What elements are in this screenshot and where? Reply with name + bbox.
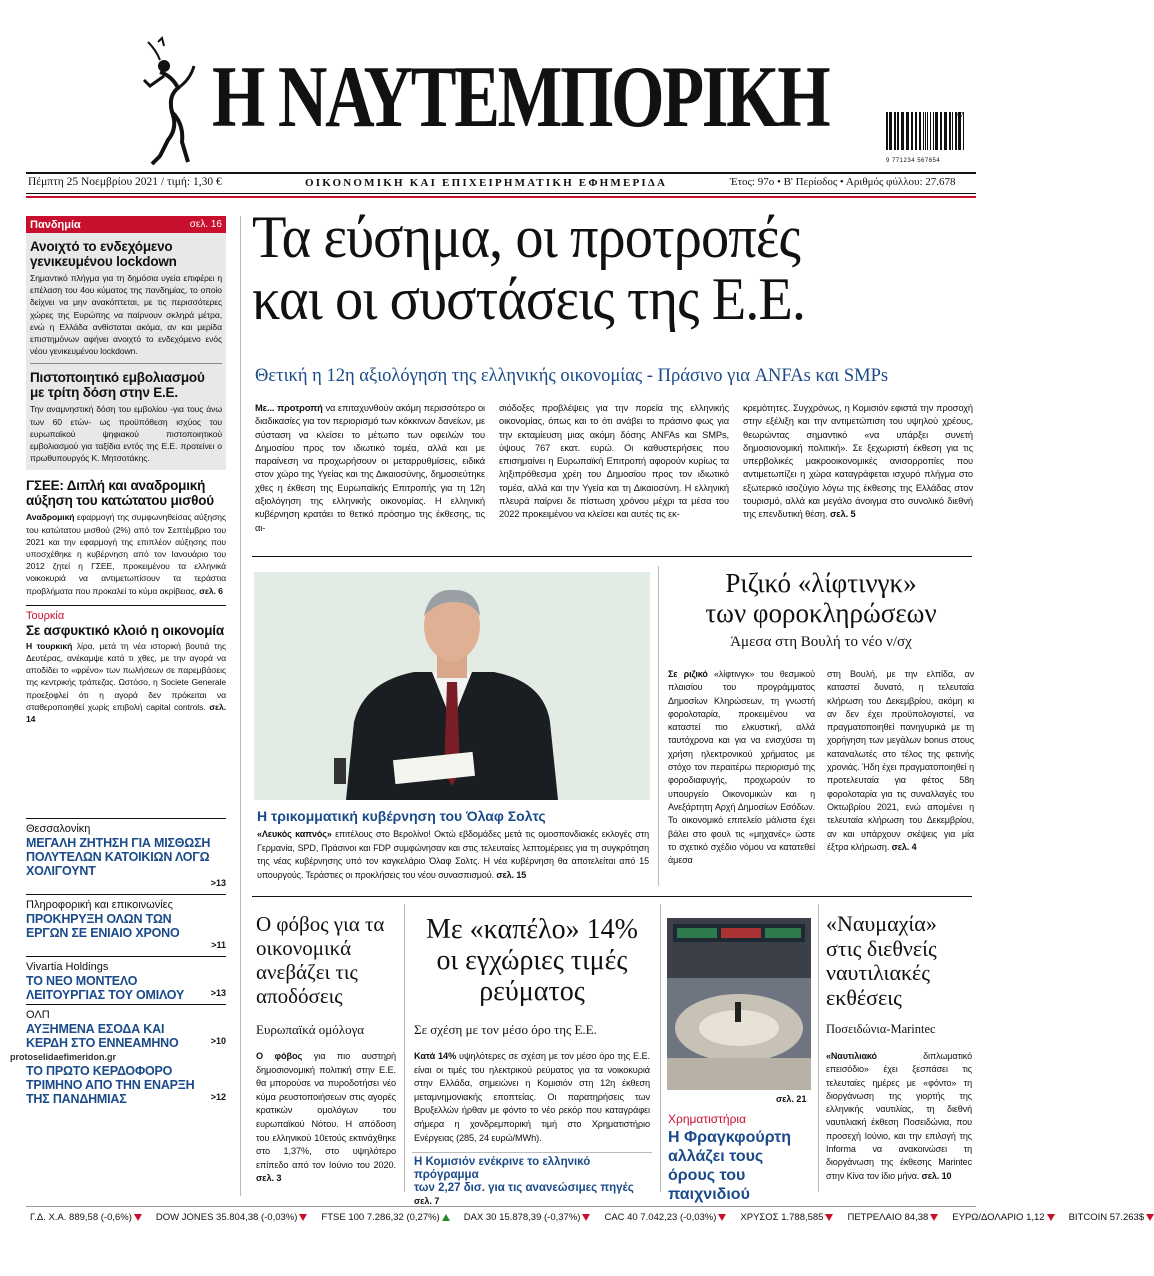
ticker-value: 15.878,39 (-0,37%) (496, 1212, 581, 1223)
arrow-down-icon (718, 1214, 726, 1221)
gsee-body: Αναδρομική εφαρμογή της συμφωνηθείσας αύξησης του κατώτατου μισθού (2%) από τον Σεπτέμβριο του 2021 και την εφαρμογή της επιπλέον αύξησης που υποσχέθηκε η κυβέρνηση από τον Ιανουάριο του 2012 ζητεί η ΓΣΕΕ, προκειμένου τα ελληνικά νοικοκυριά να αντιμετωπίσουν τα τεράστια προβλήματα που προκαλεί το κύμα ακρίβειας. σελ. 6 (26, 512, 226, 596)
turkey-kicker: Τουρκία (26, 609, 65, 622)
teaser-title: ΠΡΟΚΗΡΥΞΗ ΟΛΩΝ ΤΩΝ ΕΡΓΩΝ ΣΕ ΕΝΙΑΙΟ ΧΡΟΝΟ (26, 912, 180, 940)
ticker-label: ΠΕΤΡΕΛΑΙΟ (847, 1212, 902, 1223)
scholz-photo (254, 572, 650, 800)
teaser-page: >12 (210, 1092, 226, 1102)
navy-headline: «Ναυμαχία» στις διεθνείς ναυτιλιακές εκθέσεις (826, 911, 937, 1010)
masthead-rule-bottom (26, 193, 976, 194)
teaser-title: ΤΟ ΠΡΩΤΟ ΚΕΡΔΟΦΟΡΟ ΤΡΙΜΗΝΟ ΑΠΟ ΤΗΝ ΕΝΑΡΞΗ ΤΗΣ ΠΑΝΔΗΜΙΑΣ (26, 1064, 195, 1106)
lead-headline-line2: και οι συστάσεις της Ε.Ε. (252, 266, 806, 332)
lifting-headline-line1: Ριζικό «λίφτινγκ» (725, 568, 917, 598)
ticker-value: 7.286,32 (0,27%) (364, 1212, 440, 1223)
frankfurt-kicker: Χρηματιστήρια (668, 1112, 747, 1126)
ticker-value: 57.263$ (1107, 1212, 1145, 1223)
divider (26, 894, 226, 895)
barcode-icon (886, 112, 966, 152)
lead-col-2: σιόδοξες προβλέψεις για την πορεία της ελληνικής οικονομίας, όπως και το ότι ανάβει το πράσινο φως για την εκταμίευση μιας ακόμη δόσης ANFAs και SMPs, ύψους 767 εκατ. ευρώ. Οι καθυστερήσεις που επισημαίνει η Ευρωπαϊκή Επιτροπή αφορούν κυρίως τα ληξιπρόθεσμα χρέη του Δημοσίου προς τον ιδιωτικό τομέα, αλλά και την Υγεία και τη Δικαιοσύνη. Η ελληνική πλευρά παίρνει δε πίστωση χρόνου μέχρι τα μέσα του 2022 προκειμένου να κλείσει και αυτές τις εκ- (499, 403, 729, 520)
ticker-label: FTSE 100 (321, 1212, 365, 1223)
divider (26, 956, 226, 957)
gsee-title: ΓΣΕΕ: Διπλή και αναδρομική αύξηση του κατώτατου μισθού (26, 478, 214, 509)
navy-sub: Ποσειδώνια-Marintec (826, 1022, 936, 1036)
teaser-kicker: ΟΛΠ (26, 1009, 50, 1021)
sidebar-box-1 (26, 233, 226, 470)
ticker-value: 35.804,38 (-0,03%) (213, 1212, 298, 1223)
ticker-item (156, 1212, 308, 1223)
tagline: ΟΙΚΟΝΟΜΙΚΗ ΚΑΙ ΕΠΙΧΕΙΡΗΜΑΤΙΚΗ ΕΦΗΜΕΡΙΔΑ (305, 177, 668, 189)
ticker-label: Γ.Δ. Χ.Α. (30, 1212, 67, 1223)
arrow-up-icon (442, 1214, 450, 1221)
divider (252, 896, 972, 897)
teaser-page: >10 (210, 1036, 226, 1046)
frankfurt-photo (667, 918, 811, 1090)
navy-body: «Ναυτιλιακό διπλωματικό επεισόδιο» έχει ξεσπάσει τις τελευταίες ημέρες με «φόντο» τη διοργάνωση της γιορτής της ελληνικής ναυτιλίας, τη διεθνή ναυτιλιακή έκθεση Ποσειδώνια, που προσεχή Ιούνιο, και την επιλογή της Informa να ανακοινώσει τη διοργάνωση της έκθεσης Marintec στην Κίνα τον ίδιο μήνα. σελ. 10 (826, 1051, 972, 1181)
ticker-label: DAX 30 (463, 1212, 497, 1223)
ticker-label: CAC 40 (604, 1212, 638, 1223)
power-sub: Σε σχέση με τον μέσο όρο της Ε.Ε. (414, 1022, 597, 1037)
lifting-col-1: Σε ριζικό «λίφτινγκ» του θεσμικού πλαισίου του προγράμματος Δημοσίων Κληρώσεων, τη γνωστή φορολοταρία, προκειμένου να καταστεί πιο ελκυστική, αλλά ταυτόχρονα και για να ενισχύσει τη χρήση ηλεκτρονικού χρήματος με στόχο τον περαιτέρω περιορισμό της φοροδιαφυγής, προχωρούν το υπουργείο Οικονομικών και η Ανεξάρτητη Αρχή Δημοσίων Εσόδων. Το οικονομικό επιτελείο μάλιστα έχει βάλει στο φουλ τις «μηχανές» ώστε το σχετικό σχέδιο νόμου να κατατεθεί άμεσα (668, 669, 815, 866)
arrow-down-icon (299, 1214, 307, 1221)
lifting-col-2: στη Βουλή, με την ελπίδα, αν καταστεί δυνατό, η τελευταία κλήρωση του Δεκεμβρίου, ακόμη κι αν δεν έχει προϋπολογιστεί, να πραγματοποιηθεί πανηγυρικά με τη χορήγηση των μεγάλων bonus στους καταναλωτές στο τέλος της φετινής χρονιάς. Ήδη έχει πραγματοποιηθεί η προτελευταία για φέτος 58η φορολοταρία για τις συναλλαγές του Οκτωβρίου 2021, ενώ απομένει η τελευταία κλήρωση του Δεκεμβρίου, αν και υπάρχουν σκέψεις για μία έξτρα κλήρωση. σελ. 4 (827, 669, 974, 852)
masthead-rule (26, 172, 976, 174)
fear-sub: Ευρωπαϊκά ομόλογα (256, 1022, 365, 1037)
lockdown-title: Ανοιχτό το ενδεχόμενο γενικευμένου lockdown (30, 239, 177, 269)
ticker-value: 84,38 (901, 1212, 929, 1223)
teaser-title: ΜΕΓΑΛΗ ΖΗΤΗΣΗ ΓΙΑ ΜΙΣΘΩΣΗ ΠΟΛΥΤΕΛΩΝ ΚΑΤΟΙΚΙΩΝ ΛΟΓΩ ΧΟΛΙΓΟΥΝΤ (26, 836, 211, 878)
divider (30, 363, 222, 364)
ticker-item (952, 1212, 1054, 1223)
barcode (886, 112, 966, 164)
divider (412, 1152, 652, 1153)
divider (26, 1004, 226, 1005)
scholz-caption: Η τρικομματική κυβέρνηση του Όλαφ Σολτς (257, 808, 546, 824)
teaser-item[interactable] (26, 1064, 226, 1106)
teaser-item[interactable] (26, 899, 226, 950)
ticker-item (740, 1212, 833, 1223)
divider (252, 556, 972, 557)
date-price: Πέμπτη 25 Νοεμβρίου 2021 / τιμή: 1,30 € (28, 176, 222, 188)
barcode-number: 9 771234 567654 (886, 158, 941, 164)
watermark: protoselidaefimeridon.gr (10, 1052, 117, 1062)
teaser-item[interactable] (26, 823, 226, 888)
ticker-value: 1,12 (1023, 1212, 1045, 1223)
ticker-label: DOW JONES (155, 1212, 214, 1223)
arrow-down-icon (825, 1214, 833, 1221)
power-headline: Με «καπέλο» 14% οι εγχώριες τιμές ρεύματος (426, 914, 638, 1007)
teaser-page: >13 (210, 878, 226, 888)
ticker-item (30, 1212, 142, 1223)
teaser-page: >11 (211, 940, 226, 950)
turkey-title: Σε ασφυκτικό κλοιό η οικονομία (26, 622, 224, 638)
barcode-suffix: 47 (956, 112, 964, 119)
power-footer-line1: Η Κομισιόν ενέκρινε το ελληνικό πρόγραμμα (414, 1156, 591, 1181)
arrow-down-icon (1146, 1214, 1154, 1221)
frankfurt-headline: Η Φραγκφούρτη αλλάζει τους όρους του παιχνιδιού (668, 1129, 792, 1203)
tag-page: σελ. 16 (189, 219, 222, 230)
lockdown-body: Σημαντικό πλήγμα για τη δημόσια υγεία επιφέρει η επέλαση του 4ου κύματος της πανδημίας, το οποίο δείχνει να μην ανακόπτεται, με τις περισσότερες χώρες της Ευρώπης να παίρνουν σκληρά μέτρα, ενώ η Ελλάδα ανθίσταται ακόμα, αν και μερίδα επιστημόνων αφήνει ανοιχτό το ενδεχόμενο ενός νέου γενικευμένου lockdown. (30, 273, 222, 357)
frankfurt-photo-page: σελ. 21 (776, 1094, 807, 1104)
power-body: Κατά 14% υψηλότερες σε σχέση με τον μέσο όρο της Ε.Ε. είναι οι τιμές του ηλεκτρικού ρεύματος για τα νοικοκυριά στην Ελλάδα, σημειώνει η Κομισιόν στη 12η έκθεση μεταμνημονιακής εποπτείας. Οι παρατηρήσεις των Βρυξελλών ήρθαν με φόντο το νέο ρεκόρ που καταγράφει σήμερα η χονδρεμπορική τιμή στο Χρηματιστήριο Ενέργειας (285, 24 ευρώ/MWh). (414, 1051, 650, 1143)
arrow-down-icon (134, 1214, 142, 1221)
teaser-title: ΤΟ ΝΕΟ ΜΟΝΤΕΛΟ ΛΕΙΤΟΥΡΓΙΑΣ ΤΟΥ ΟΜΙΛΟΥ (26, 974, 185, 1002)
column-separator (404, 904, 405, 1192)
divider (26, 605, 226, 606)
ticker-label: ΕΥΡΩ/ΔΟΛΑΡΙΟ (952, 1212, 1024, 1223)
column-separator (660, 904, 661, 1192)
vaccine-body: Την αναμνηστική δόση του εμβολίου -για τους άνω των 60 ετών- ως προϋπόθεση ισχύος του ευρωπαϊκού ψηφιακού πιστοποιητικού εμβολιασμού για ταξίδια εντός της Ε.Ε. προτείνει ο πρωθυπουργός Κ. Μητσοτάκης. (30, 404, 222, 464)
ticker-item (847, 1212, 938, 1223)
hermes-logo-icon (138, 36, 198, 168)
lead-subhead: Θετική η 12η αξιολόγηση της ελληνικής οικονομίας - Πράσινο για ANFAs και SMPs (255, 366, 889, 386)
lead-columns (255, 402, 973, 535)
arrow-down-icon (582, 1214, 590, 1221)
lead-headline (252, 206, 972, 330)
lifting-sub: Άμεσα στη Βουλή το νέο ν/σχ (730, 634, 912, 650)
ticker-label: BITCOIN (1068, 1212, 1108, 1223)
scholz-body: «Λευκός καπνός» επιτέλους στο Βερολίνο! Οκτώ εβδομάδες μετά τις ομοσπονδιακές εκλογές στη Γερμανία, SPD, Πράσινοι και FDP συμφώνησαν και στις τελευταίες λεπτομέρειες για τη συγκρότηση της νέας κυβέρνησης υπό τον καγκελάριο Όλαφ Σολτς. Η νέα κυβέρνηση θα αποτελείται από 15 υπουργούς. Τεράστιες οι προκλήσεις του νέου συνασπισμού. σελ. 15 (257, 829, 650, 880)
teaser-kicker: Θεσσαλονίκη (26, 823, 91, 835)
masthead-title: Η ΝΑΥΤΕΜΠΟΡΙΚΗ (212, 49, 829, 146)
stock-exchange-floor-icon (667, 918, 811, 1090)
lifting-columns (668, 668, 974, 867)
fear-headline: Ο φόβος για τα οικονομικά ανεβάζει τις αποδόσεις (256, 912, 385, 1008)
lifting-headline (666, 568, 976, 628)
ticker-item (321, 1212, 449, 1223)
ticker-item (604, 1212, 726, 1223)
teaser-title: ΑΥΞΗΜΕΝΑ ΕΣΟΔΑ ΚΑΙ ΚΕΡΔΗ ΣΤΟ ΕΝΝΕΑΜΗΝΟ (26, 1022, 179, 1050)
issue-info: Έτος: 97ο • Β' Περίοδος • Αριθμός φύλλου: 27.678 (730, 176, 956, 188)
sidebar-tag-bar (26, 216, 226, 233)
person-speaking-icon (254, 572, 650, 800)
tag-pandemic: Πανδημία (30, 218, 81, 231)
lead-headline-line1: Τα εύσημα, οι προτροπές (252, 204, 800, 270)
ticker-rule (26, 1206, 976, 1207)
arrow-down-icon (930, 1214, 938, 1221)
ticker-value: 7.042,23 (-0,03%) (637, 1212, 717, 1223)
lead-col-1: Με... προτροπή να επιταχυνθούν ακόμη περισσότερο οι διαδικασίες για τον περιορισμό των κόκκινων δανείων, με σύσταση να κλείσει το μέτωπο των οφειλών του Δημοσίου προς τον ιδιωτικό τομέα, αλλά και με παραίνεση να προχωρήσουν οι μεταρρυθμίσεις, ειδικά στον χώρο της Υγείας και της Δικαιοσύνης, δημοσιεύτηκε χθες η έκθεση της Ευρωπαϊκής Επιτροπής για τη 12η αξιολόγηση της ελληνικής οικονομίας. Η ελληνική κυβέρνηση κρατάει το θετικό πρόσημο της έκθεσης, τις αι- (255, 403, 485, 533)
arrow-down-icon (1047, 1214, 1055, 1221)
turkey-body: Η τουρκική λίρα, μετά τη νέα ιστορική βουτιά της Δευτέρας, ανέκαμψε κατά τι χθες, με την αγορά να αποδίδει το «φρένο» των πωλήσεων σε παρεμβάσεις της κεντρικής τράπεζας. Ωστόσο, η Societe Generale προεξοφλεί ότι η αγορά δεν πρόκειται να σταθεροποιηθεί χωρίς επιβολή capital controls. σελ. 14 (26, 640, 227, 725)
teaser-kicker: Πληροφορική και επικοινωνίες (26, 899, 173, 911)
power-footer (414, 1156, 654, 1208)
column-separator (658, 566, 659, 886)
power-footer-line2: των 2,27 δισ. για τις ανανεώσιμες πηγές σελ. 7 (414, 1182, 634, 1206)
fear-body: Ο φόβος για πιο αυστηρή δημοσιονομική πολιτική στην Ε.Ε. θα μπορούσε να πυροδοτήσει νέο κύμα ρευστοποιήσεων στις αγορές κρατικών ομολόγων του ευρωπαϊκού Νότου. Η απόδοση του ελληνικού 10ετούς εκτινάχθηκε στο 1,37%, στο υψηλότερο επίπεδο από τον Ιούνιο του 2020. σελ. 3 (256, 1051, 397, 1184)
ticker-item (1069, 1212, 1154, 1223)
teasers (10, 818, 226, 1106)
teaser-item[interactable] (26, 1009, 226, 1050)
ticker-value: 1.788,585 (778, 1212, 824, 1223)
market-ticker (30, 1212, 1145, 1223)
ticker-label: ΧΡΥΣΟΣ (740, 1212, 779, 1223)
ticker-item (464, 1212, 591, 1223)
column-separator (818, 904, 819, 1192)
teaser-item[interactable] (26, 961, 226, 1002)
divider (26, 818, 226, 819)
teaser-kicker: Vivartia Holdings (26, 961, 109, 973)
column-separator (240, 216, 241, 1196)
ticker-value: 889,58 (-0,6%) (66, 1212, 132, 1223)
lifting-headline-line2: των φοροκληρώσεων (705, 598, 937, 628)
teaser-page: >13 (210, 988, 226, 998)
sidebar (26, 216, 226, 725)
vaccine-title: Πιστοποιητικό εμβολιασμού με τρίτη δόση στην Ε.Ε. (30, 370, 205, 401)
lead-col-3: κρεμότητες. Συγχρόνως, η Κομισιόν εφιστά την προσοχή στην εξέλιξη και την αντιμετώπιση του υψηλού χρέους, θεωρώντας σημαντικό «να υπάρξει συνετή δημοσιονομική πολιτική». Σε ξεχωριστή έκθεση για τις υπερβολικές μακροοικονομικές ανισορροπίες που αντιμετωπίζει η χώρα καταγράφεται ισχυρό πλήγμα στο εξωτερικό ισοζύγιο λόγω της έκθεσης της Ελλάδας στον τουρισμό, αλλά και μεγάλο άνοιγμα στο συνολικό διεθνή της επενδυτική θέση. σελ. 5 (743, 403, 973, 520)
red-rule (26, 196, 976, 198)
masthead-logo (138, 36, 198, 168)
